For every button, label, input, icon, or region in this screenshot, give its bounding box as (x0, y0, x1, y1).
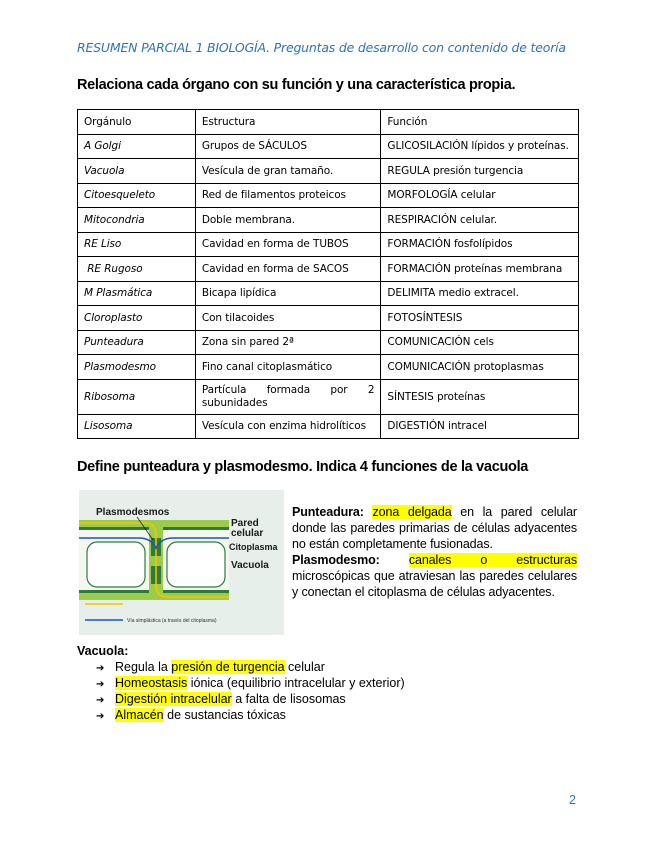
highlight-plasmodesmo: canales o estructuras (408, 553, 577, 567)
table-header-row (78, 110, 579, 135)
table-row (78, 183, 579, 208)
term-plasmodesmo: Plasmodesmo: (292, 553, 380, 567)
arrow-icon: ➔ (96, 711, 105, 722)
item-highlight: presión de turgencia (171, 660, 285, 674)
organelle-cell: Cloroplasto (78, 306, 196, 331)
organelle-cell: M Plasmática (78, 281, 196, 306)
column-header-structure: Estructura (195, 110, 381, 135)
function-cell: DELIMITA medio extracel. (381, 281, 579, 306)
item-highlight: Almacén (115, 708, 164, 722)
function-cell: FORMACIÓN proteínas membrana (381, 257, 579, 282)
label-pared: Pared (231, 518, 259, 529)
list-item (96, 707, 405, 723)
column-header-function: Función (381, 110, 579, 135)
structure-cell: Con tilacoides (195, 306, 381, 331)
structure-cell: Zona sin pared 2ª (195, 330, 381, 355)
vacuole-left-icon (87, 542, 145, 587)
term-punteadura: Punteadura: (292, 505, 364, 519)
organelle-cell: A Golgi (78, 134, 196, 159)
function-cell: RESPIRACIÓN celular. (381, 208, 579, 233)
organelle-cell: Lisosoma (78, 414, 196, 439)
organelle-table (77, 109, 579, 439)
structure-cell: Bicapa lipídica (195, 281, 381, 306)
structure-cell: Doble membrana. (195, 208, 381, 233)
organelle-cell: Ribosoma (78, 379, 196, 414)
structure-cell: Vesícula de gran tamaño. (195, 159, 381, 184)
arrow-icon: ➔ (96, 679, 105, 690)
table-row (78, 330, 579, 355)
function-cell: GLICOSILACIÓN lípidos y proteínas. (381, 134, 579, 159)
table-row (78, 306, 579, 331)
organelle-cell: RE Liso (78, 232, 196, 257)
section-title-organelles: Relaciona cada órgano con su función y una característica propia. (77, 77, 516, 93)
structure-cell: Red de filamentos proteicos (195, 183, 381, 208)
label-plasmodesmos: Plasmodesmos (96, 507, 170, 518)
structure-cell: Partícula formada por 2 subunidades (195, 379, 381, 414)
organelle-cell: Punteadura (78, 330, 196, 355)
table-row (78, 379, 579, 414)
item-highlight: Digestión intracelular (115, 692, 232, 706)
list-item (96, 659, 405, 675)
table-row (78, 414, 579, 439)
page-header: RESUMEN PARCIAL 1 BIOLOGÍA. Preguntas de desarrollo con contenido de teoría (77, 40, 566, 55)
list-item (96, 675, 405, 691)
organelle-cell: Vacuola (78, 159, 196, 184)
list-item (96, 691, 405, 707)
item-highlight: Homeostasis (115, 676, 188, 690)
function-cell: DIGESTIÓN intracel (381, 414, 579, 439)
table-row (78, 281, 579, 306)
organelle-cell: Citoesqueleto (78, 183, 196, 208)
definition-plasmodesmo: microscópicas que atraviesan las paredes celulares y conectan el citoplasma de células adyacentes. (292, 569, 577, 599)
column-header-organelle: Orgánulo (78, 110, 196, 135)
label-vacuola: Vacuola (231, 560, 269, 571)
function-cell: COMUNICACIÓN protoplasmas (381, 355, 579, 380)
function-cell: FORMACIÓN fosfolípidos (381, 232, 579, 257)
label-citoplasma: Citoplasma (229, 542, 278, 552)
structure-cell: Cavidad en forma de SACOS (195, 257, 381, 282)
item-text: de sustancias tóxicas (163, 708, 286, 722)
legend-symplastic-label: Vía simplástica (a través del citoplasma) (127, 618, 217, 624)
label-celular: celular (231, 528, 264, 539)
page-number: 2 (569, 793, 576, 807)
table-row (78, 159, 579, 184)
organelle-cell: RE Rugoso (78, 257, 196, 282)
structure-cell: Fino canal citoplasmático (195, 355, 381, 380)
structure-cell: Grupos de SÁCULOS (195, 134, 381, 159)
table-row (78, 208, 579, 233)
organelle-cell: Plasmodesmo (78, 355, 196, 380)
item-text: a falta de lisosomas (231, 692, 346, 706)
arrow-icon: ➔ (96, 695, 105, 706)
table-row (78, 232, 579, 257)
vacuole-right-icon (167, 542, 225, 587)
definitions-block (292, 504, 577, 600)
function-cell: COMUNICACIÓN cels (381, 330, 579, 355)
organelle-cell: Mitocondria (78, 208, 196, 233)
function-cell: MORFOLOGÍA celular (381, 183, 579, 208)
vacuole-function-list (96, 659, 405, 723)
function-cell: SÍNTESIS proteínas (381, 379, 579, 414)
table-row (78, 355, 579, 380)
vacuole-title: Vacuola: (77, 644, 129, 658)
highlight-punteadura: zona delgada (372, 505, 452, 519)
function-cell: FOTOSÍNTESIS (381, 306, 579, 331)
structure-cell: Cavidad en forma de TUBOS (195, 232, 381, 257)
structure-cell: Vesícula con enzima hidrolíticos (195, 414, 381, 439)
table-row (78, 257, 579, 282)
item-text: iónica (equilibrio intracelular y exterior) (187, 676, 405, 690)
item-text: celular (284, 660, 325, 674)
plasmodesmata-diagram (79, 490, 284, 635)
item-text: Regula la (115, 660, 172, 674)
arrow-icon: ➔ (96, 663, 105, 674)
definition-punteadura: en la pared celular donde las paredes primarias de células adyacentes no están completamente fusionadas. (292, 505, 577, 551)
section-title-vacuole: Define punteadura y plasmodesmo. Indica 4 funciones de la vacuola (77, 459, 529, 475)
table-row (78, 134, 579, 159)
function-cell: REGULA presión turgencia (381, 159, 579, 184)
